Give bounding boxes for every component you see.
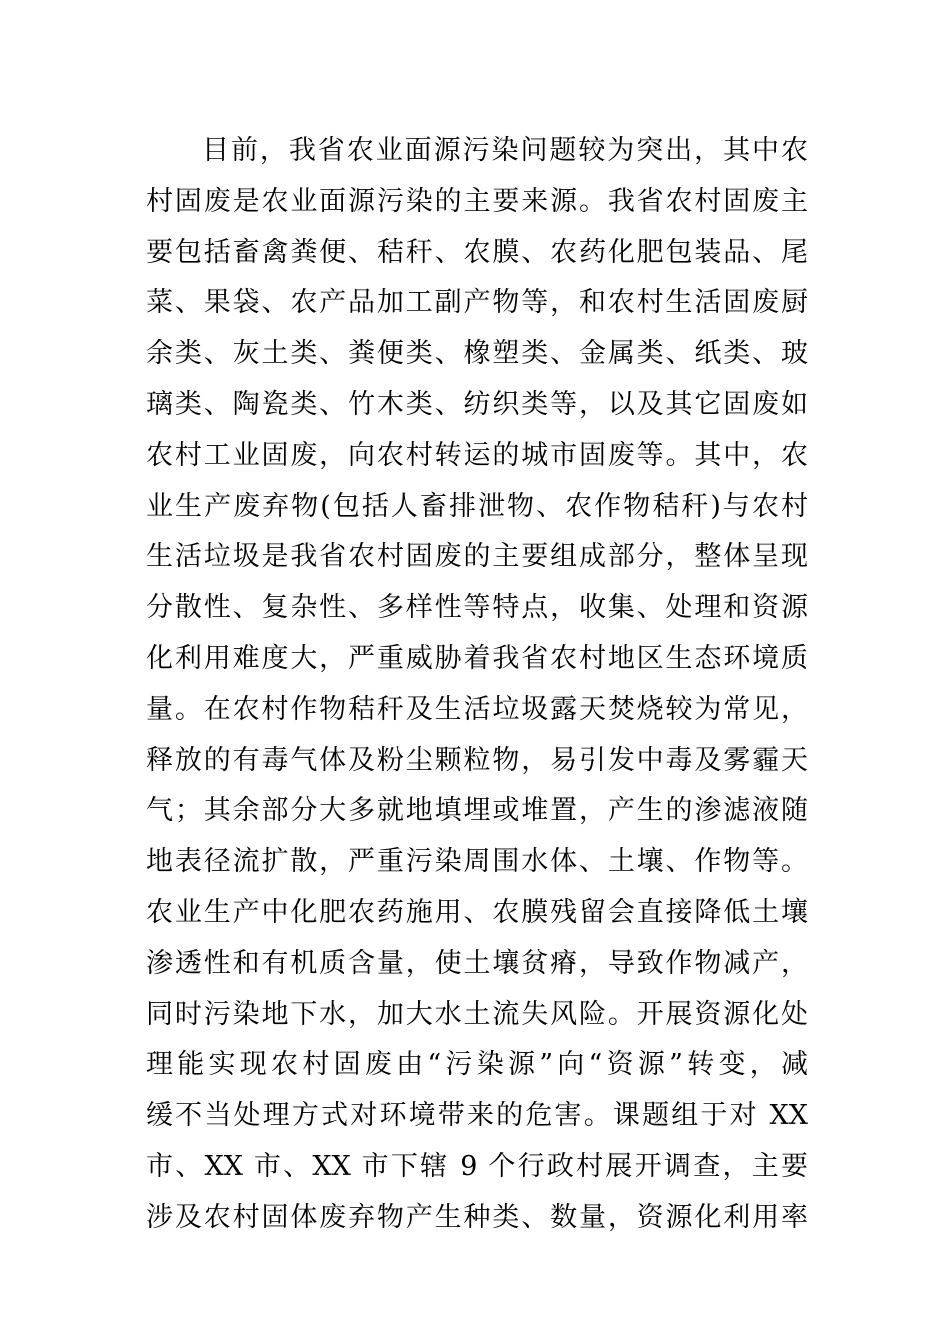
paragraph-line: 农业生产中化肥农药施用、农膜残留会直接降低土壤 (146, 896, 808, 928)
paragraph-line: 涉及农村固体废弃物产生种类、数量，资源化利用率 (146, 1201, 808, 1233)
paragraph-line: 缓不当处理方式对环境带来的危害。课题组于对 XX (146, 1100, 808, 1132)
paragraph-line: 璃类、陶瓷类、竹木类、纺织类等，以及其它固废如 (146, 388, 808, 420)
paragraph-line: 菜、果袋、农产品加工副产物等，和农村生活固废厨 (146, 287, 808, 319)
paragraph-line: 市、XX 市、XX 市下辖 9 个行政村展开调查，主要 (146, 1150, 808, 1182)
paragraph-line: 渗透性和有机质含量，使土壤贫瘠，导致作物减产， (146, 947, 808, 979)
paragraph-line: 生活垃圾是我省农村固废的主要组成部分，整体呈现 (146, 541, 808, 573)
paragraph-line: 气；其余部分大多就地填埋或堆置，产生的渗滤液随 (146, 795, 808, 827)
paragraph-line: 同时污染地下水，加大水土流失风险。开展资源化处 (146, 998, 808, 1030)
paragraph-line: 化利用难度大，严重威胁着我省农村地区生态环境质 (146, 642, 808, 674)
paragraph-line: 要包括畜禽粪便、秸秆、农膜、农药化肥包装品、尾 (146, 236, 808, 268)
paragraph-line: 业生产废弃物(包括人畜排泄物、农作物秸秆)与农村 (146, 490, 808, 522)
paragraph-line: 理能实现农村固废由“污染源”向“资源”转变，减 (146, 1049, 808, 1081)
paragraph-line: 农村工业固废，向农村转运的城市固废等。其中，农 (146, 439, 808, 471)
paragraph-line: 地表径流扩散，严重污染周围水体、土壤、作物等。 (146, 846, 808, 878)
paragraph-line: 释放的有毒气体及粉尘颗粒物，易引发中毒及雾霾天 (146, 744, 808, 776)
body-paragraph (146, 126, 808, 1244)
paragraph-line: 余类、灰土类、粪便类、橡塑类、金属类、纸类、玻 (146, 338, 808, 370)
paragraph-line: 量。在农村作物秸秆及生活垃圾露天焚烧较为常见， (146, 693, 808, 725)
paragraph-line: 村固废是农业面源污染的主要来源。我省农村固废主 (146, 185, 808, 217)
paragraph-line: 目前，我省农业面源污染问题较为突出，其中农 (202, 135, 808, 166)
paragraph-line: 分散性、复杂性、多样性等特点，收集、处理和资源 (146, 592, 808, 624)
